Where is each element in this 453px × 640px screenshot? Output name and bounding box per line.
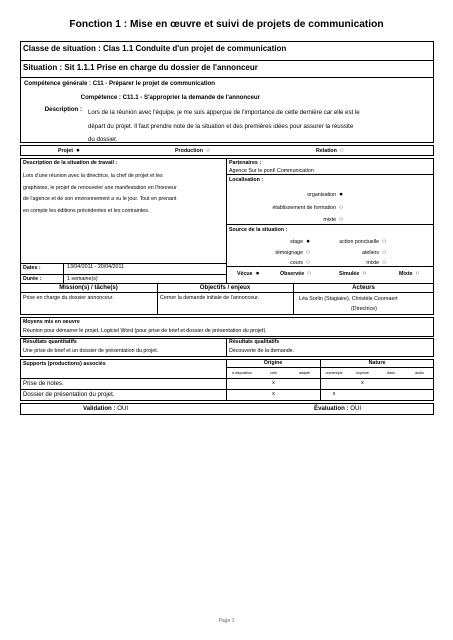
radio-empty-icon: [382, 258, 386, 269]
evaluation: Évaluation : OUI: [314, 405, 362, 412]
mission-header: Mission(s) / tâche(s): [59, 284, 118, 291]
sub-header-adapte: adapté: [299, 371, 310, 375]
nature-header: Nature: [368, 360, 386, 366]
radio-empty-icon: [340, 147, 344, 154]
desc-travail-text: Lors d'une réunion avec la directrice, la chef de projet et les graphistes, le projet de renouveler une manifestation en l'honneur de l'agence et de son environnement a vu le jour. Tout en prenant en compte les éditions précédentes et les contraintes.: [23, 173, 177, 214]
row-1-imprime-mark: x: [361, 380, 364, 386]
type-relation[interactable]: Relation○: [316, 147, 344, 154]
localisation-etablissement[interactable]: établissement de formation○: [226, 202, 343, 215]
radio-empty-icon: [339, 202, 343, 214]
objectifs-value: Cerner la demande initiale de l'annonceur.: [160, 295, 260, 301]
supports-row-label: Dossier de présentation du projet.: [23, 391, 115, 398]
radio-empty-icon: [362, 270, 366, 277]
radio-selected-icon: [76, 147, 80, 154]
resultats-qual-label: Résultats qualitatifs: [229, 339, 280, 345]
radio-selected-icon: [339, 189, 343, 201]
sub-header-cree: créé: [270, 371, 277, 375]
partenaires-label: Partenaires :: [229, 160, 262, 166]
radio-empty-icon: [206, 147, 210, 154]
row-2-numerique-mark: x: [332, 391, 336, 397]
supports-row-label: Prise de notes.: [23, 380, 64, 387]
source-ateliers[interactable]: ateliers○: [310, 248, 386, 259]
resultats-quant-value: Une prise de brief et un dossier de présentation du projet.: [23, 348, 159, 354]
objectifs-header: Objectifs / enjeux: [199, 284, 251, 291]
validation: Validation : OUI: [83, 405, 129, 412]
acteurs-value: Léa Sorlin (Stagiaire), Christèle Coornaert (Directrice): [299, 296, 398, 312]
source-right-options: [310, 237, 386, 269]
sub-header-numerique: numérique: [325, 371, 343, 375]
simulee-option[interactable]: Simulée○: [339, 270, 366, 277]
radio-empty-icon: [382, 237, 386, 248]
radio-empty-icon: [416, 270, 420, 277]
row-2-cree-mark: x: [272, 391, 275, 397]
vecue-option[interactable]: Vécue●: [237, 270, 260, 277]
competence-generale: Compétence générale : C11 - Préparer le projet de communication: [24, 80, 215, 87]
source-action-ponctuelle[interactable]: action ponctuelle○: [310, 237, 386, 248]
localisation-label: Localisation :: [229, 177, 264, 183]
description-text: Lors de la réunion avec l'équipe, je me suis apperçue de l'importance de cette dernière car elle est le départ du projet. Il faut prendre note de la situation et des premières idées pour assurer la réussite du dossier.: [88, 109, 360, 144]
partenaires-value: Agence Sur le pont! Communication: [229, 168, 314, 174]
radio-empty-icon: [382, 248, 386, 259]
source-label: Source de la situation :: [229, 227, 288, 233]
resultats-quant-label: Résultats quantitatifs: [23, 339, 77, 345]
radio-empty-icon: [307, 270, 311, 277]
sub-header-audio: audio: [415, 371, 424, 375]
moyens-label: Moyens mis en oeuvre: [23, 319, 80, 325]
dates-value: 13/04/2011 - 20/04/2011: [67, 264, 124, 270]
page-title: Fonction 1 : Mise en œuvre et suivi de projets de communication: [69, 19, 384, 30]
type-projet[interactable]: Projet●: [58, 147, 80, 154]
dates-label: Dates :: [23, 265, 41, 271]
radio-selected-icon: [256, 270, 260, 277]
duree-label: Durée :: [23, 276, 42, 282]
mission-value: Prise en charge du dossier annonceur.: [23, 295, 114, 301]
type-row: [20, 145, 434, 156]
type-production[interactable]: Production○: [175, 147, 210, 154]
radio-empty-icon: [339, 214, 343, 226]
sub-header-a-disposition: à disposition: [232, 371, 252, 375]
source-temoignage[interactable]: témoignage○: [226, 248, 310, 259]
page-number: Page 1: [218, 618, 235, 624]
resultats-qual-value: Découverte de la demande.: [229, 348, 295, 354]
localisation-organisation[interactable]: organisation●: [226, 189, 343, 202]
desc-travail-label: Description de la situation de travail :: [23, 160, 118, 166]
source-stage[interactable]: stage●: [226, 237, 310, 248]
source-left-options: [226, 237, 310, 269]
row-1-cree-mark: x: [272, 380, 275, 386]
source-mixte[interactable]: mixte○: [310, 258, 386, 269]
competence: Compétence : C11.1 - S'approprier la demande de l'annonceur: [80, 94, 260, 101]
source-cours[interactable]: cours○: [226, 258, 310, 269]
sub-header-imprime: imprimé: [356, 371, 369, 375]
supports-label: Supports (productions) associés: [23, 361, 106, 367]
situation: Situation : Sit 1.1.1 Prise en charge du dossier de l'annonceur: [23, 63, 258, 72]
observee-option[interactable]: Observée○: [280, 270, 311, 277]
classe-de-situation: Classe de situation : Clas 1.1 Conduite d'un projet de communication: [23, 44, 287, 53]
mixte-option[interactable]: Mixte○: [399, 270, 419, 277]
localisation-mixte[interactable]: mixte○: [226, 214, 343, 227]
acteurs-header: Acteurs: [352, 284, 375, 291]
description-label: Description :: [44, 106, 82, 113]
duree-value: 1 semaine(s): [67, 276, 98, 282]
moyens-value: Réunion pour démarrer le projet, Logiciel Word (pour prise de brief et dossier de présentation du projet).: [23, 328, 267, 334]
localisation-options: [226, 189, 343, 227]
sub-header-video: vidéo: [386, 371, 396, 375]
origine-header: Origine: [263, 360, 283, 366]
